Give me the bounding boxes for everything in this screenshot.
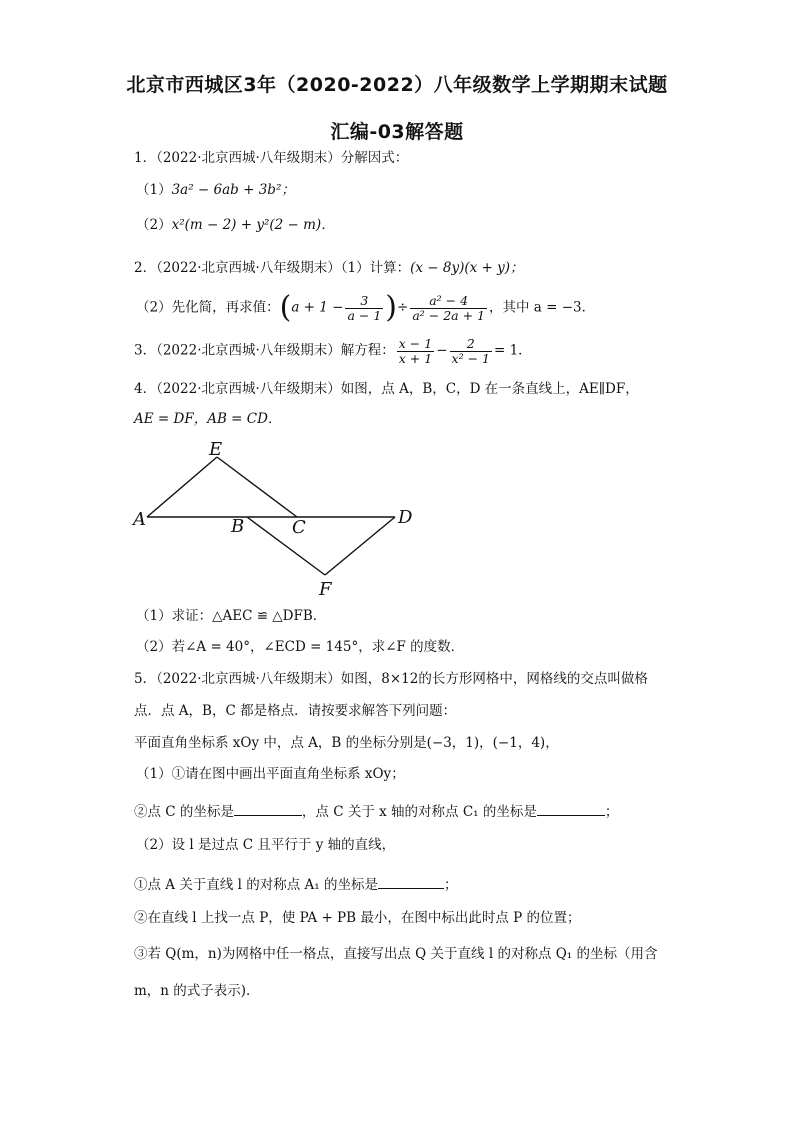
segment-AE [147, 457, 217, 517]
q1-part2-label: （2） [136, 217, 172, 233]
q5-part1-2 [134, 803, 618, 820]
q5-coordinates: 平面直角坐标系 xOy 中，点 A，B 的坐标分别是(−3，1)，(−1，4)， [134, 735, 559, 751]
q2-fraction-1: $\frac{3}{a - 1}$ [347, 292, 382, 323]
q3-fraction-2: $\frac{2}{\text{x² − 1}}$ [451, 336, 490, 366]
q5-part2-1-text-b: ； [443, 877, 458, 893]
label-D: D [398, 507, 413, 528]
q2-stem [134, 262, 524, 276]
label-F: F [319, 579, 332, 600]
segment-BF [247, 517, 325, 575]
label-C: C [292, 517, 306, 538]
q2-tail: ，其中 a = −3． [488, 299, 596, 316]
answer-blank-c1[interactable] [537, 803, 605, 816]
q5-part1-2-text-a: ②点 C 的坐标是 [134, 804, 234, 820]
q2-part2: （2）先化简，再求值：(a + 1 − $\frac{3}{a - 1}$ )÷ $\frac{\text{a² − 4}}{\text{a² − 2a + 1}}$ ，其中 a = −3． [136, 290, 596, 325]
q3-line [134, 337, 532, 366]
q3-rhs: = 1． [493, 342, 532, 359]
q2-calc-expr: (x − 8y)(x + y)； [410, 260, 524, 276]
q2-lead-expr: a + 1 − [291, 299, 344, 316]
q5-part1-2-text-c: ； [604, 804, 619, 820]
q5-part1-2-text-b: ，点 C 关于 x 轴的对称点 C₁ 的坐标是 [301, 804, 537, 820]
q1-part1-label: （1） [136, 182, 172, 198]
q1-part2 [136, 219, 335, 233]
q1-part1-expr: 3a² − 6ab + 3b²； [171, 182, 295, 198]
q5-part1-1: （1）①请在图中画出平面直角坐标系 xOy； [136, 766, 405, 782]
q3-fraction-1: $\frac{x - 1}{x + 1}$ [398, 336, 433, 366]
segment-EC [217, 457, 297, 517]
q5-part2-3: ③若 Q(m，n)为网格中任一格点，直接写出点 Q 关于直线 l 的对称点 Q₁ 的坐标（用含 [134, 946, 658, 962]
q4-stem: 4．（2022·北京西城·八年级期末）如图，点 A，B，C，D 在一条直线上，AE∥DF， [134, 381, 639, 397]
q3-minus: − [436, 342, 448, 359]
q2-stem-text: 2．（2022·北京西城·八年级期末）（1）计算： [134, 260, 411, 276]
q5-part2: （2）设 l 是过点 C 且平行于 y 轴的直线， [136, 837, 396, 853]
page-title-line2: 汇编-03解答题 [330, 121, 464, 143]
q1-stem: 1．（2022·北京西城·八年级期末）分解因式： [134, 150, 409, 166]
label-E: E [209, 439, 223, 460]
q1-part1 [136, 184, 295, 198]
page-title-line1: 北京市西城区3年（2020-2022）八年级数学上学期期末试题 [126, 74, 668, 96]
q5-part2-2: ②在直线 l 上找一点 P，使 PA + PB 最小，在图中标出此时点 P 的位置； [134, 910, 581, 926]
q2-part2-text: （2）先化简，再求值： [136, 299, 280, 316]
label-B: B [231, 516, 245, 537]
q5-part2-3-continued: m，n 的式子表示)． [134, 983, 260, 999]
q1-part2-expr: x²(m − 2) + y²(2 − m)． [171, 217, 335, 233]
q5-stem-line1: 5．（2022·北京西城·八年级期末）如图，8×12的长方形网格中，网格线的交点叫做格 [134, 671, 648, 687]
q2-divide-sign: ÷ [397, 299, 409, 316]
q5-part2-1 [134, 876, 457, 893]
q4-geometry-figure [125, 435, 425, 600]
q2-fraction-2: $\frac{\text{a² − 4}}{\text{a² − 2a + 1}}$ [412, 292, 485, 323]
q4-conditions: AE = DF，AB = CD． [134, 411, 282, 427]
q4-part2: （2）若∠A = 40°，∠ECD = 145°，求∠F 的度数． [136, 639, 465, 655]
q5-stem-line2: 点．点 A，B，C 都是格点．请按要求解答下列问题： [134, 703, 457, 719]
q5-part2-1-text-a: ①点 A 关于直线 l 的对称点 A₁ 的坐标是 [134, 877, 378, 893]
answer-blank-c[interactable] [234, 803, 302, 816]
q3-stem: 3．（2022·北京西城·八年级期末）解方程： [134, 342, 395, 359]
q4-part1: （1）求证：△AEC ≌ △DFB． [136, 608, 327, 624]
segment-FD [325, 517, 395, 575]
label-A: A [133, 509, 146, 530]
answer-blank-a1[interactable] [378, 876, 444, 889]
